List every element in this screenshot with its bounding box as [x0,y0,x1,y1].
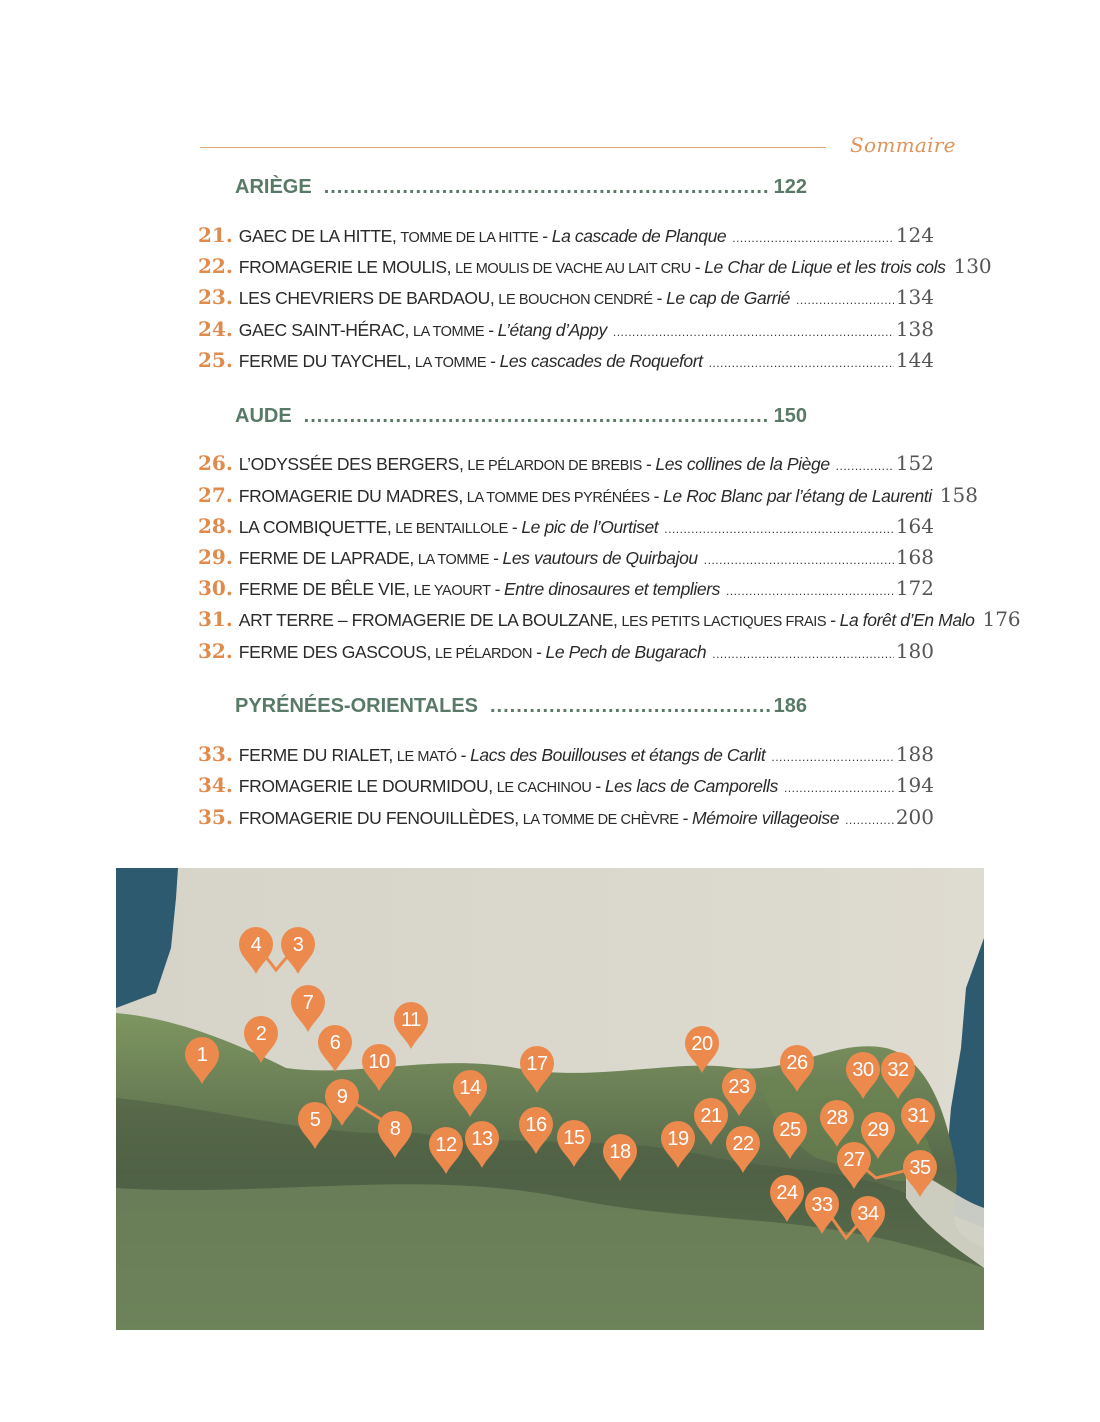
entry-walk: La cascade de Planque [551,226,727,246]
section-heading-aude [235,405,807,428]
entry-number: 32. [198,639,233,663]
entry-number: 24. [198,317,233,341]
toc-entry[interactable] [198,545,934,573]
entry-number: 23. [198,285,233,309]
entry-farm: FERME DU TAYCHEL, [238,351,411,371]
entry-number: 35. [198,805,233,829]
entry-cheese: LA TOMME DES PYRÉNÉES [466,490,650,506]
pin-label: 16 [525,1114,547,1136]
dot-leader [784,781,894,795]
entry-walk: La forêt d’En Malo [839,610,975,630]
entry-number: 31. [198,607,233,631]
toc-entry[interactable] [198,483,978,511]
entry-walk: Les collines de la Piège [655,454,830,474]
entry-number: 26. [198,451,233,475]
entry-cheese: LE MOULIS DE VACHE AU LAIT CRU [455,261,691,277]
entry-number: 30. [198,576,233,600]
section-page: 150 [773,405,807,427]
entry-number: 33. [198,742,233,766]
dot-leader [732,231,894,245]
dot-leader [771,750,893,764]
dot-leader [664,522,894,536]
entry-page: 172 [895,576,934,600]
dot-leader [704,553,894,567]
pin-label: 26 [786,1052,808,1074]
pin-label: 29 [867,1119,889,1141]
entry-separator: - [493,548,499,568]
entry-separator: - [830,610,836,630]
entry-cheese: LES PETITS LACTIQUES FRAIS [621,614,827,630]
pin-label: 28 [826,1107,848,1129]
entry-farm: L’ODYSSÉE DES BERGERS, [238,454,464,474]
pin-label: 21 [700,1105,722,1127]
entry-separator: - [653,486,660,506]
entry-page: 164 [895,514,934,538]
toc-entry[interactable] [198,805,934,833]
entry-number: 27. [198,483,233,507]
dot-leader [709,356,894,370]
entry-cheese: LE YAOURT [413,583,491,599]
toc-entry[interactable] [198,285,934,313]
entry-walk: Lacs des Bouillouses et étangs de Carlit [470,745,766,765]
entry-cheese: LA TOMME DE CHÈVRE [522,812,679,828]
pin-label: 33 [811,1194,833,1216]
entry-number: 21. [198,223,233,247]
section-title: AUDE [235,405,292,427]
pin-label: 31 [907,1105,929,1127]
entry-number: 29. [198,545,233,569]
pin-label: 5 [309,1109,321,1131]
toc-entry[interactable] [198,223,934,251]
dot-leader [796,293,894,307]
header-rule [200,147,826,148]
pin-label: 3 [292,934,304,956]
pin-label: 17 [526,1053,548,1075]
entry-separator: - [488,320,494,340]
pin-label: 20 [691,1033,713,1055]
pin-label: 35 [909,1157,931,1179]
entry-farm: GAEC SAINT-HÉRAC, [238,320,409,340]
dot-leader [490,695,770,718]
dot-leader [613,325,894,339]
entry-farm: FROMAGERIE DU MADRES, [238,486,463,506]
pin-label: 12 [435,1134,457,1156]
pin-label: 2 [255,1023,267,1045]
entry-number: 34. [198,773,233,797]
dot-leader [324,176,770,199]
entry-farm: FERME DES GASCOUS, [238,642,431,662]
toc-entry[interactable] [198,451,934,479]
pin-label: 19 [667,1128,689,1150]
section-title: PYRÉNÉES-ORIENTALES [235,695,478,717]
pin-label: 22 [732,1133,754,1155]
pin-label: 10 [368,1051,390,1073]
pin-label: 14 [459,1077,481,1099]
entry-page: 130 [953,254,992,278]
pin-label: 25 [779,1119,801,1141]
entry-walk: L’étang d’Appy [497,320,607,340]
entry-page: 134 [895,285,934,309]
entry-separator: - [694,257,701,277]
entry-number: 25. [198,348,233,372]
pin-label: 34 [857,1203,879,1225]
entry-cheese: LA TOMME [412,324,485,340]
entry-page: 144 [895,348,934,372]
map-canvas [116,868,984,1330]
entry-cheese: LA TOMME [417,552,490,568]
toc-entry[interactable] [198,773,934,801]
entry-walk: Mémoire villageoise [692,808,840,828]
pin-label: 27 [843,1149,865,1171]
entry-farm: LES CHEVRIERS DE BARDAOU, [238,288,495,308]
pyrenees-relief-map [116,868,984,1330]
section-heading-ariege [235,176,807,199]
entry-separator: - [494,579,500,599]
entry-walk: Le Char de Lique et les trois cols [704,257,946,277]
entry-farm: FROMAGERIE LE MOULIS, [238,257,452,277]
entry-cheese: TOMME DE LA HITTE [400,230,539,246]
entry-page: 124 [895,223,934,247]
entry-cheese: LE CACHINOU [496,780,592,796]
entry-cheese: LE MATÓ [396,749,457,765]
entry-farm: FROMAGERIE DU FENOUILLÈDES, [238,808,519,828]
entry-cheese: LE BOUCHON CENDRÉ [498,292,653,308]
dot-leader [845,813,894,827]
toc-entry[interactable] [198,348,934,376]
dot-leader [836,459,894,473]
entry-page: 200 [895,805,934,829]
toc-entry[interactable] [198,742,934,770]
entry-page: 176 [982,607,1021,631]
pin-label: 13 [471,1128,493,1150]
section-heading-pyrenees-orientales [235,695,807,718]
entry-page: 194 [895,773,934,797]
toc-entry[interactable] [198,317,934,345]
entry-walk: Le cap de Garrié [666,288,791,308]
dot-leader [304,405,770,428]
section-title: ARIÈGE [235,176,312,198]
entry-farm: FERME DE LAPRADE, [238,548,414,568]
entry-separator: - [490,351,496,371]
section-page: 122 [773,176,807,198]
entry-page: 158 [939,483,978,507]
entry-cheese: LA TOMME [414,355,487,371]
entry-separator: - [511,517,518,537]
entry-number: 22. [198,254,233,278]
pin-label: 9 [336,1086,348,1108]
entry-farm: LA COMBIQUETTE, [238,517,392,537]
entry-farm: ART TERRE – FROMAGERIE DE LA BOULZANE, [238,610,618,630]
pin-label: 4 [250,934,262,956]
pin-label: 8 [389,1118,401,1140]
entry-separator: - [460,745,467,765]
pin-label: 15 [563,1127,585,1149]
entry-separator: - [595,776,601,796]
entry-walk: Les lacs de Camporells [604,776,778,796]
pin-label: 30 [852,1059,874,1081]
entry-farm: FERME DU RIALET, [238,745,393,765]
entry-cheese: LE PÉLARDON [434,646,533,662]
toc-entry[interactable] [198,576,934,604]
toc-entry[interactable] [198,607,1021,635]
entry-separator: - [656,288,663,308]
entry-separator: - [645,454,652,474]
entry-walk: Le Pech de Bugarach [545,642,707,662]
pin-label: 1 [196,1044,208,1066]
dot-leader [712,647,894,661]
entry-walk: Entre dinosaures et templiers [504,579,721,599]
pin-label: 11 [401,1009,421,1031]
dot-leader [726,584,894,598]
entry-separator: - [682,808,689,828]
pin-label: 6 [329,1032,341,1054]
entry-page: 168 [895,545,934,569]
pin-label: 7 [302,992,314,1014]
entry-walk: Le pic de l’Ourtiset [521,517,659,537]
toc-entry[interactable] [198,254,992,282]
entry-walk: Les cascades de Roquefort [499,351,703,371]
pin-label: 32 [887,1059,909,1081]
entry-farm: FROMAGERIE LE DOURMIDOU, [238,776,493,796]
entry-farm: FERME DE BÊLE VIE, [238,579,410,599]
toc-entry[interactable] [198,639,934,667]
entry-number: 28. [198,514,233,538]
entry-cheese: LE BENTAILLOLE [395,521,508,537]
entry-page: 138 [895,317,934,341]
entry-page: 180 [895,639,934,663]
pin-label: 23 [728,1076,750,1098]
pin-label: 24 [776,1182,798,1204]
entry-separator: - [542,226,548,246]
pin-label: 18 [609,1141,631,1163]
entry-page: 152 [895,451,934,475]
entry-separator: - [536,642,542,662]
entry-walk: Les vautours de Quirbajou [502,548,698,568]
page-title: Sommaire [850,133,956,157]
entry-cheese: LE PÉLARDON DE BREBIS [467,458,642,474]
section-page: 186 [773,695,807,717]
entry-page: 188 [895,742,934,766]
entry-walk: Le Roc Blanc par l’étang de Laurenti [663,486,932,506]
toc-entry[interactable] [198,514,934,542]
entry-farm: GAEC DE LA HITTE, [238,226,397,246]
